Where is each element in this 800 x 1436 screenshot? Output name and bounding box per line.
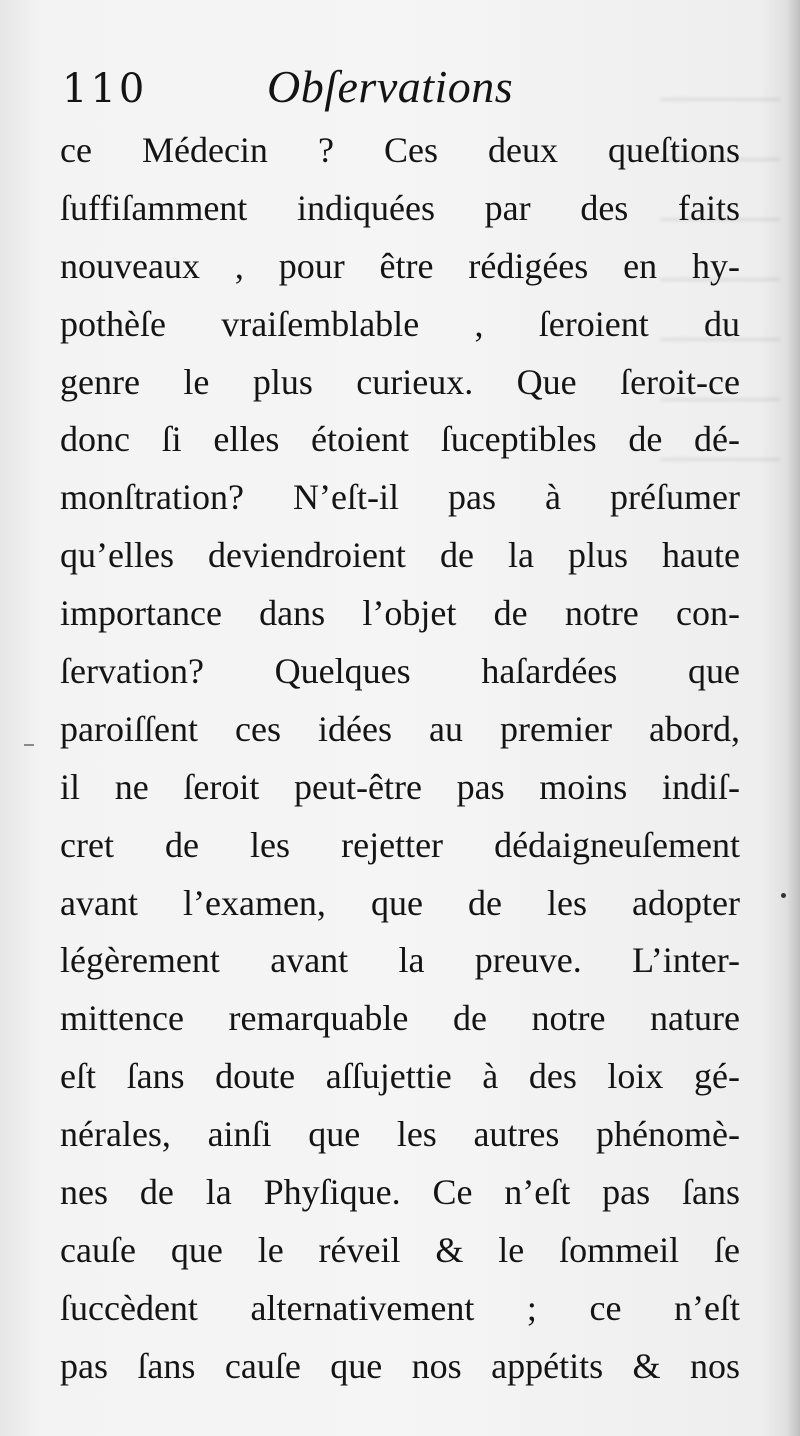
body-text: [60, 122, 740, 1396]
text-line: monſtration? N’eſt-il pas à préſumer: [60, 477, 740, 518]
page-number: 110: [62, 66, 148, 112]
text-line: mittence remarquable de notre nature: [60, 998, 740, 1039]
text-line: avant l’examen, que de les adopter: [60, 882, 740, 923]
text-line: nouveaux , pour être rédigées en hy-: [60, 245, 740, 286]
text-line: légèrement avant la preuve. L’inter-: [60, 940, 740, 981]
text-line: paroiſſent ces idées au premier abord,: [60, 708, 740, 749]
text-line: pothèſe vraiſemblable , ſeroient du: [60, 303, 740, 344]
text-line: genre le plus curieux. Que ſeroit-ce: [60, 361, 740, 402]
running-title: Obſervations: [267, 61, 514, 112]
text-line: eſt ſans doute aſſujettie à des loix gé-: [60, 1056, 740, 1097]
page-edge-shadow: [786, 0, 800, 1436]
text-line: il ne ſeroit peut-être pas moins indiſ-: [60, 766, 740, 807]
text-line: ſuccèdent alternativement ; ce n’eſt: [60, 1287, 740, 1328]
text-line: ce Médecin ? Ces deux queſtions: [60, 130, 740, 170]
text-line: qu’elles deviendroient de la plus haute: [60, 535, 740, 576]
text-line: donc ſi elles étoient ſuceptibles de dé-: [60, 419, 740, 460]
text-line: ſervation? Quelques haſardées que: [60, 651, 740, 692]
text-line: pas ſans cauſe que nos appétits & nos: [60, 1345, 740, 1386]
text-line: ſuffiſamment indiquées par des faits: [60, 187, 740, 228]
text-line: nérales, ainſi que les autres phénomè-: [60, 1114, 740, 1155]
text-line: cret de les rejetter dédaigneuſement: [60, 824, 740, 865]
margin-ink-mark: [24, 744, 34, 746]
page-header: [62, 58, 662, 128]
text-line: importance dans l’objet de notre con-: [60, 593, 740, 634]
text-line: nes de la Phyſique. Ce n’eſt pas ſans: [60, 1172, 740, 1213]
text-line: cauſe que le réveil & le ſommeil ſe: [60, 1229, 740, 1270]
